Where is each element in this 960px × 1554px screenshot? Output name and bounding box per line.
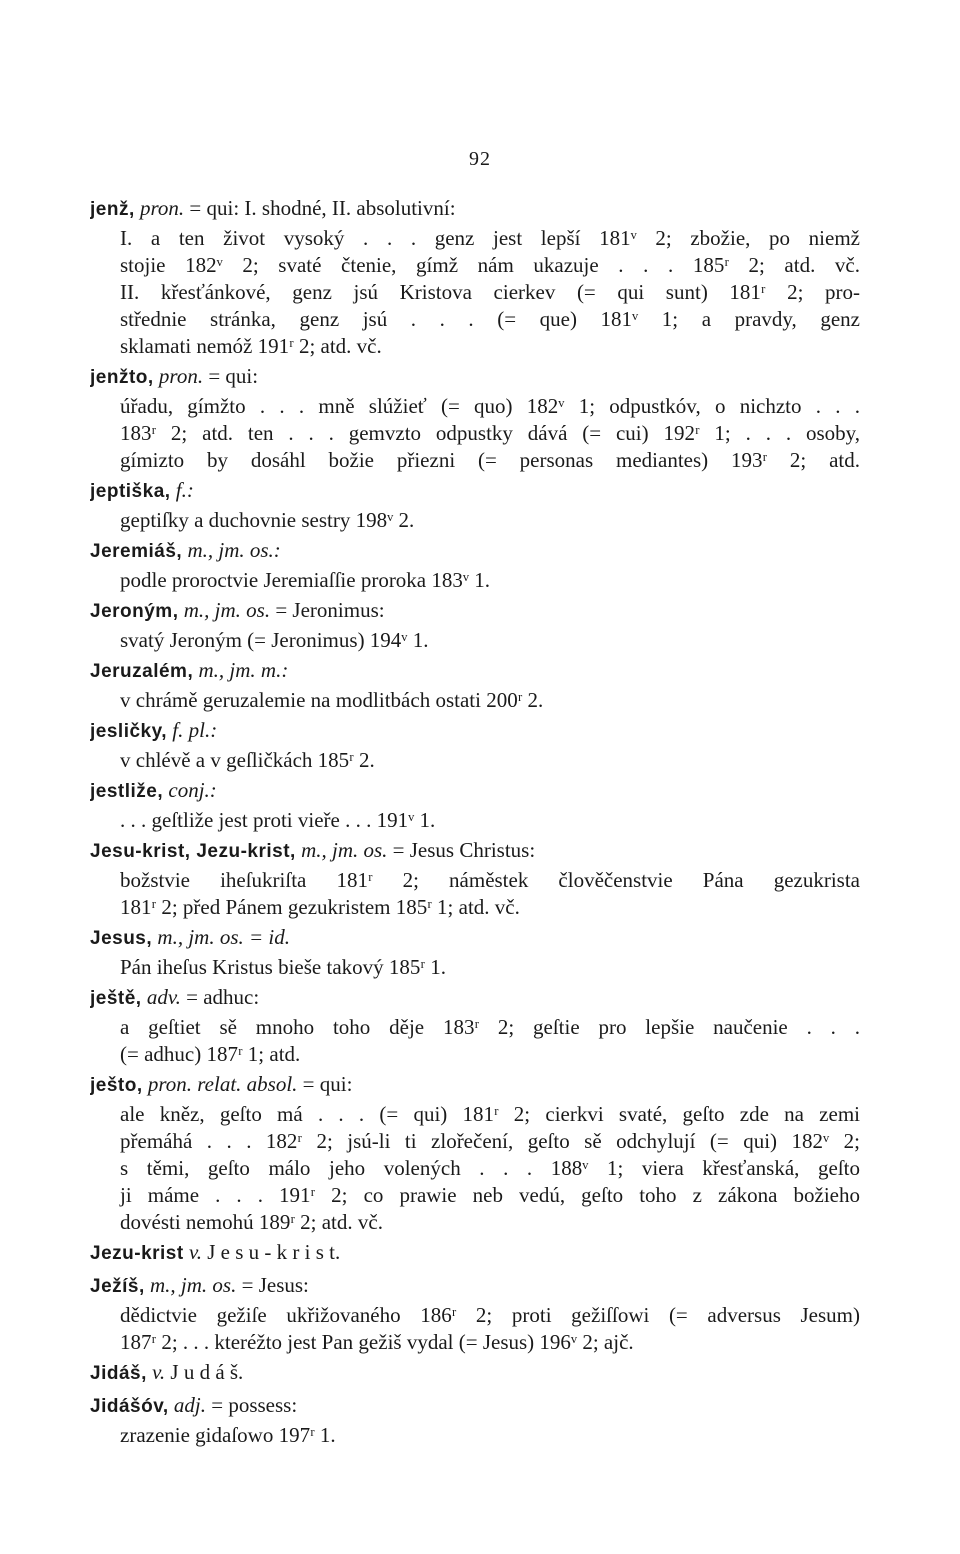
citation-line: v chrámě geruzalemie na modlitbách ostati 200ʳ 2. [120, 688, 544, 712]
headword: Jeroným, [90, 601, 179, 622]
citation-line: gímizto by dosáhl božie přiezni (= personas mediantes) 193ʳ 2; atd. [120, 448, 860, 472]
headword: jenž, [90, 199, 135, 220]
gloss: = Jesus: [241, 1273, 309, 1297]
citation-line: sklamati nemóž 191ʳ 2; atd. vč. [120, 334, 382, 358]
headword: jesličky, [90, 721, 168, 742]
citation-line: II. křesťánkové, genz jsú Kristova cierkev (= qui sunt) 181ʳ 2; pro- [120, 280, 860, 304]
citation-line: s těmi, geſto málo jeho volených . . . 188ᵛ 1; viera křesťanská, geſto [120, 1156, 860, 1180]
entry-head [90, 714, 860, 747]
grammar-label: m., jm. m.: [198, 658, 289, 682]
grammar-label: m., jm. os.: [187, 538, 281, 562]
citation-line: 187ʳ 2; . . . kteréžto jest Pan gežiš vydal (= Jesus) 196ᵛ 2; ajč. [120, 1330, 634, 1354]
citation-line: . . . geſtliže jest proti vieře . . . 191ᵛ 1. [120, 808, 436, 832]
gloss: J u d á š. [170, 1360, 244, 1384]
grammar-label: m., jm. os. [150, 1273, 237, 1297]
dictionary-entry [90, 981, 860, 1068]
gloss: = Jesus Christus: [392, 838, 536, 862]
headword: Jidáš, [90, 1363, 147, 1384]
gloss: J e s u - k r i s t. [207, 1240, 341, 1264]
gloss: = qui: [208, 364, 259, 388]
citation-line: svatý Jeroným (= Jeronimus) 194ᵛ 1. [120, 628, 429, 652]
dictionary-entries [90, 192, 860, 1449]
headword: jestliže, [90, 781, 164, 802]
entry-head [90, 1356, 860, 1389]
headword: Jesu-krist, Jezu-krist, [90, 841, 296, 862]
gloss: = possess: [211, 1393, 298, 1417]
grammar-label: adj. [173, 1393, 206, 1417]
dictionary-entry [90, 192, 860, 360]
dictionary-entry [90, 474, 860, 534]
citation-line: přemáhá . . . 182ʳ 2; jsú-li ti zlořečení, geſto sě odchylují (= qui) 182ᵛ 2; [120, 1129, 860, 1153]
entry-head [90, 594, 860, 627]
headword: Jesus, [90, 928, 153, 949]
dictionary-entry [90, 1389, 860, 1449]
dictionary-entry [90, 360, 860, 474]
entry-head [90, 192, 860, 225]
entry-head [90, 1068, 860, 1101]
grammar-label: v. [188, 1240, 202, 1264]
citation-line: dovésti nemohú 189ʳ 2; atd. vč. [120, 1210, 383, 1234]
dictionary-entry [90, 534, 860, 594]
entry-head [90, 1389, 860, 1422]
grammar-label: f.: [175, 478, 194, 502]
citation-line: střednie stránka, genz jsú . . . (= que) 181ᵛ 1; a pravdy, genz [120, 307, 860, 331]
citation-line: božstvie iheſukriſta 181ʳ 2; náměstek člověčenstvie Pána gezukrista [120, 868, 860, 892]
citation-line: úřadu, gímžto . . . mně slúžieť (= quo) 182ᵛ 1; odpustkóv, o nichzto . . . [120, 394, 860, 418]
citation-line: podle proroctvie Jeremiaſſie proroka 183ᵛ 1. [120, 568, 491, 592]
citation-line: 183ʳ 2; atd. ten . . . gemvzto odpustky dává (= cui) 192ʳ 1; . . . osoby, [120, 421, 860, 445]
grammar-label: v. [152, 1360, 166, 1384]
headword: Ježíš, [90, 1276, 145, 1297]
entry-head [90, 981, 860, 1014]
dictionary-entry [90, 921, 860, 981]
entry-head [90, 360, 860, 393]
grammar-label: f. pl.: [172, 718, 218, 742]
entry-head [90, 834, 860, 867]
gloss: = Jeronimus: [275, 598, 385, 622]
grammar-label: conj.: [168, 778, 217, 802]
citation-line: 181ʳ 2; před Pánem gezukristem 185ʳ 1; atd. vč. [120, 895, 520, 919]
citation-line: dědictvie gežiſe ukřižovaného 186ʳ 2; proti gežiſſowi (= adversus Jesum) [120, 1303, 860, 1327]
headword: jenžto, [90, 367, 154, 388]
dictionary-entry [90, 1068, 860, 1236]
citation-line: ji máme . . . 191ʳ 2; co prawie neb vedú, geſto toho z zákona božieho [120, 1183, 860, 1207]
headword: ješto, [90, 1075, 143, 1096]
citation-line: geptiſky a duchovnie sestry 198ᵛ 2. [120, 508, 415, 532]
dictionary-entry [90, 654, 860, 714]
citation-line: a geſtiet sě mnoho toho děje 183ʳ 2; geſtie pro lepšie naučenie . . . [120, 1015, 860, 1039]
headword: Jezu-krist [90, 1243, 184, 1264]
gloss: = qui: [302, 1072, 353, 1096]
citation-line: stojie 182ᵛ 2; svaté čtenie, gímž nám ukazuje . . . 185ʳ 2; atd. vč. [120, 253, 860, 277]
headword: jeptiška, [90, 481, 171, 502]
citation-line: v chlévě a v geſličkách 185ʳ 2. [120, 748, 375, 772]
dictionary-entry [90, 1269, 860, 1356]
dictionary-entry [90, 1236, 860, 1269]
grammar-label: pron. [158, 364, 204, 388]
citation-line: Pán iheſus Kristus bieše takový 185ʳ 1. [120, 955, 446, 979]
citation-line: I. a ten život vysoký . . . genz jest lepší 181ᵛ 2; zbožie, po niemž [120, 226, 860, 250]
entry-head [90, 774, 860, 807]
entry-head [90, 534, 860, 567]
citation-line: ale kněz, geſto má . . . (= qui) 181ʳ 2; cierkvi svaté, geſto zde na zemi [120, 1102, 860, 1126]
entry-head [90, 1269, 860, 1302]
gloss: = qui: I. shodné, II. absolutivní: [189, 196, 456, 220]
entry-head [90, 654, 860, 687]
dictionary-entry [90, 1356, 860, 1389]
entry-head [90, 1236, 860, 1269]
grammar-label: pron. [139, 196, 185, 220]
grammar-label: m., jm. os. [301, 838, 388, 862]
grammar-label: pron. relat. absol. [147, 1072, 298, 1096]
grammar-label: m., jm. os. [183, 598, 271, 622]
headword: Jeruzalém, [90, 661, 194, 682]
dictionary-entry [90, 714, 860, 774]
page-number: 92 [469, 148, 491, 170]
entry-head [90, 474, 860, 507]
grammar-label: adv. [146, 985, 181, 1009]
headword: Jidášóv, [90, 1396, 169, 1417]
headword: ještě, [90, 988, 142, 1009]
headword: Jeremiáš, [90, 541, 183, 562]
citation-line: (= adhuc) 187ʳ 1; atd. [120, 1042, 301, 1066]
dictionary-entry [90, 774, 860, 834]
citation-line: zrazenie gidaſowo 197ʳ 1. [120, 1423, 336, 1447]
dictionary-entry [90, 834, 860, 921]
entry-head [90, 921, 860, 954]
dictionary-entry [90, 594, 860, 654]
gloss: = adhuc: [186, 985, 260, 1009]
grammar-label: m., jm. os. = id. [157, 925, 290, 949]
